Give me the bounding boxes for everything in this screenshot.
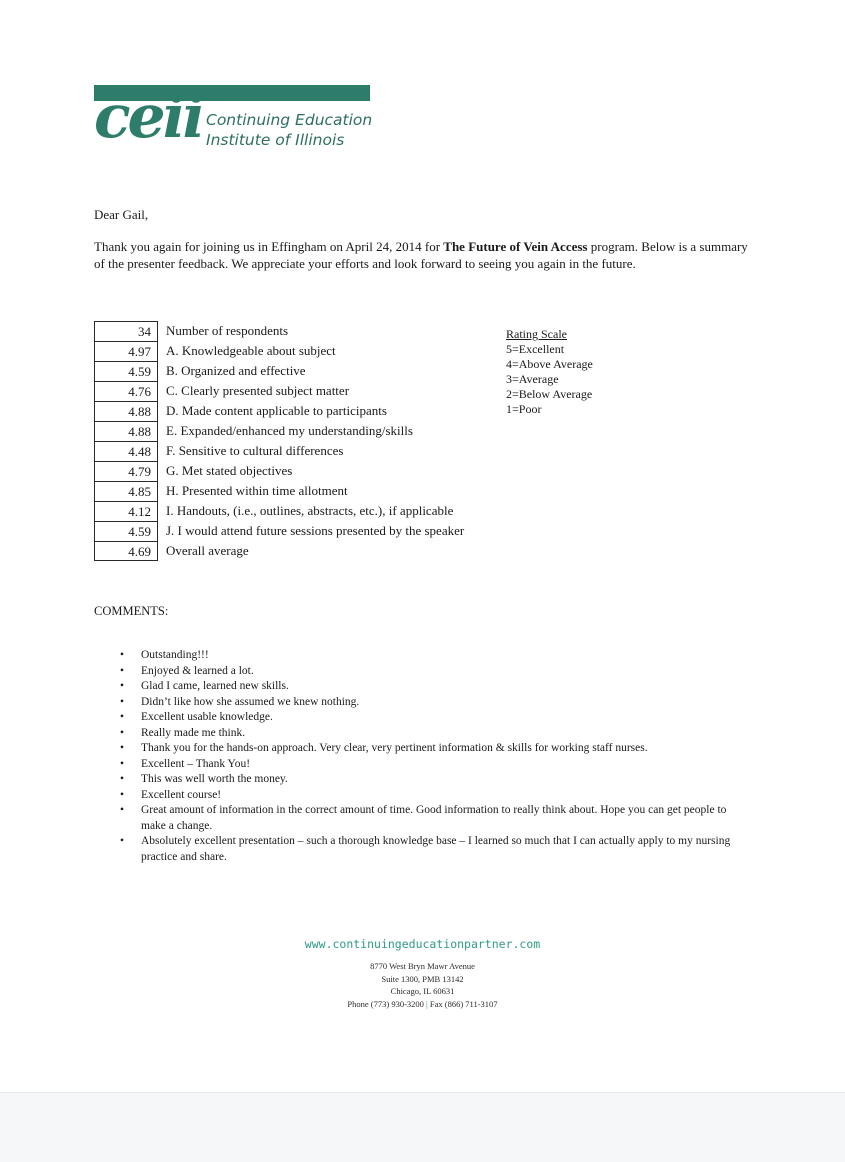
comment-item xyxy=(120,710,750,726)
comment-item xyxy=(120,803,750,834)
comment-item xyxy=(120,772,750,788)
score-value: 4.69 xyxy=(94,541,158,561)
score-label: E. Expanded/enhanced my understanding/skills xyxy=(166,423,413,438)
comment-text: Excellent usable knowledge. xyxy=(141,711,273,723)
score-value: 4.88 xyxy=(94,421,158,441)
bullet-icon: • xyxy=(120,757,125,770)
intro-text-before: Thank you again for joining us in Effingham on April 24, 2014 for xyxy=(94,239,444,254)
bullet-icon: • xyxy=(120,711,125,723)
comment-item xyxy=(120,664,750,680)
score-row xyxy=(94,521,464,541)
comment-text: Didn’t like how she assumed we knew nothing. xyxy=(141,695,360,708)
rating-scale-item: 1=Poor xyxy=(506,402,542,416)
rating-scale-title: Rating Scale xyxy=(506,327,567,341)
logo-text-line2: Institute of Illinois xyxy=(206,131,345,149)
intro-paragraph xyxy=(94,238,754,272)
rating-scale-item: 3=Average xyxy=(506,372,559,386)
score-label: Overall average xyxy=(166,543,249,558)
score-row xyxy=(94,421,464,441)
score-row xyxy=(94,441,464,461)
comment-text: Absolutely excellent presentation – such a thorough knowledge base – I learned so much that I can actually apply to my nursing practice and share. xyxy=(141,835,731,863)
comment-text: Glad I came, learned new skills. xyxy=(141,680,289,692)
program-name: The Future of Vein Access xyxy=(443,239,588,254)
score-value: 4.12 xyxy=(94,501,158,521)
rating-scale-item: 2=Below Average xyxy=(506,387,593,401)
intro-text-after: program. Below is a summary of the presenter feedback. We appreciate your efforts and look forward to seeing you again in the future. xyxy=(94,239,748,271)
comments-heading: COMMENTS: xyxy=(94,604,169,618)
score-label: Number of respondents xyxy=(166,323,289,338)
comment-item xyxy=(120,648,750,664)
scan-background-band xyxy=(0,1092,845,1162)
comment-text: Thank you for the hands-on approach. Very clear, very pertinent information & skills for working staff nurses. xyxy=(141,742,648,754)
score-value: 4.85 xyxy=(94,481,158,501)
score-value: 34 xyxy=(94,321,158,341)
comments-list xyxy=(120,648,750,865)
score-row xyxy=(94,381,464,401)
comment-text: Great amount of information in the correct amount of time. Good information to really think about. Hope you can get people to make a change. xyxy=(141,804,727,832)
bullet-icon: • xyxy=(120,773,125,785)
address-line-1: 8770 West Bryn Mawr Avenue xyxy=(370,961,475,971)
phone-number: Phone (773) 930-3200 xyxy=(347,998,424,1009)
score-row xyxy=(94,401,464,421)
footer-address xyxy=(0,960,845,1010)
score-label: D. Made content applicable to participants xyxy=(166,403,387,418)
score-value: 4.76 xyxy=(94,381,158,401)
logo-mark: ceii xyxy=(94,82,203,152)
score-label: J. I would attend future sessions presented by the speaker xyxy=(166,523,465,538)
score-row xyxy=(94,321,464,341)
comment-item xyxy=(120,726,750,742)
comment-item xyxy=(120,695,750,711)
score-value: 4.59 xyxy=(94,361,158,381)
bullet-icon: • xyxy=(120,664,125,677)
comment-item xyxy=(120,741,750,757)
contact-line xyxy=(0,998,845,1011)
score-row xyxy=(94,481,464,501)
fax-number: Fax (866) 711-3107 xyxy=(429,998,498,1009)
score-label: B. Organized and effective xyxy=(166,363,306,378)
comment-item xyxy=(120,834,750,865)
comment-item xyxy=(120,788,750,804)
bullet-icon: • xyxy=(120,788,125,801)
bullet-icon: • xyxy=(120,649,125,661)
bullet-icon: • xyxy=(120,835,125,847)
bullet-icon: • xyxy=(120,726,125,739)
score-value: 4.97 xyxy=(94,341,158,361)
score-row xyxy=(94,461,464,481)
score-value: 4.59 xyxy=(94,521,158,541)
comment-item xyxy=(120,757,750,773)
score-label: H. Presented within time allotment xyxy=(166,483,348,498)
ceii-logo xyxy=(94,82,373,155)
contact-separator: | xyxy=(426,998,428,1009)
score-label: A. Knowledgeable about subject xyxy=(166,343,336,358)
website-url: www.continuingeducationpartner.com xyxy=(304,937,541,951)
score-label: G. Met stated objectives xyxy=(166,463,293,478)
score-label: C. Clearly presented subject matter xyxy=(166,383,350,398)
bullet-icon: • xyxy=(120,680,125,692)
comment-text: Outstanding!!! xyxy=(141,649,209,661)
score-label: F. Sensitive to cultural differences xyxy=(166,443,344,458)
score-table xyxy=(94,321,464,561)
comment-text: Excellent course! xyxy=(141,788,222,801)
logo-text-line1: Continuing Education xyxy=(206,111,373,129)
score-row xyxy=(94,361,464,381)
bullet-icon: • xyxy=(120,695,125,708)
address-line-2: Suite 1300, PMB 13142 xyxy=(381,973,464,984)
score-label: I. Handouts, (i.e., outlines, abstracts, etc.), if applicable xyxy=(166,503,454,518)
score-row xyxy=(94,541,464,561)
bullet-icon: • xyxy=(120,742,125,754)
comment-text: This was well worth the money. xyxy=(141,773,288,785)
score-value: 4.48 xyxy=(94,441,158,461)
comment-item xyxy=(120,679,750,695)
comment-text: Enjoyed & learned a lot. xyxy=(141,664,254,677)
score-value: 4.79 xyxy=(94,461,158,481)
score-row xyxy=(94,341,464,361)
rating-scale-item: 4=Above Average xyxy=(506,357,593,371)
rating-scale-item: 5=Excellent xyxy=(506,342,565,356)
score-value: 4.88 xyxy=(94,401,158,421)
address-line-3: Chicago, IL 60631 xyxy=(390,986,455,996)
comment-text: Excellent – Thank You! xyxy=(141,757,251,770)
score-row xyxy=(94,501,464,521)
comment-text: Really made me think. xyxy=(141,726,246,739)
bullet-icon: • xyxy=(120,804,125,816)
rating-scale xyxy=(506,327,593,417)
salutation: Dear Gail, xyxy=(94,207,149,222)
